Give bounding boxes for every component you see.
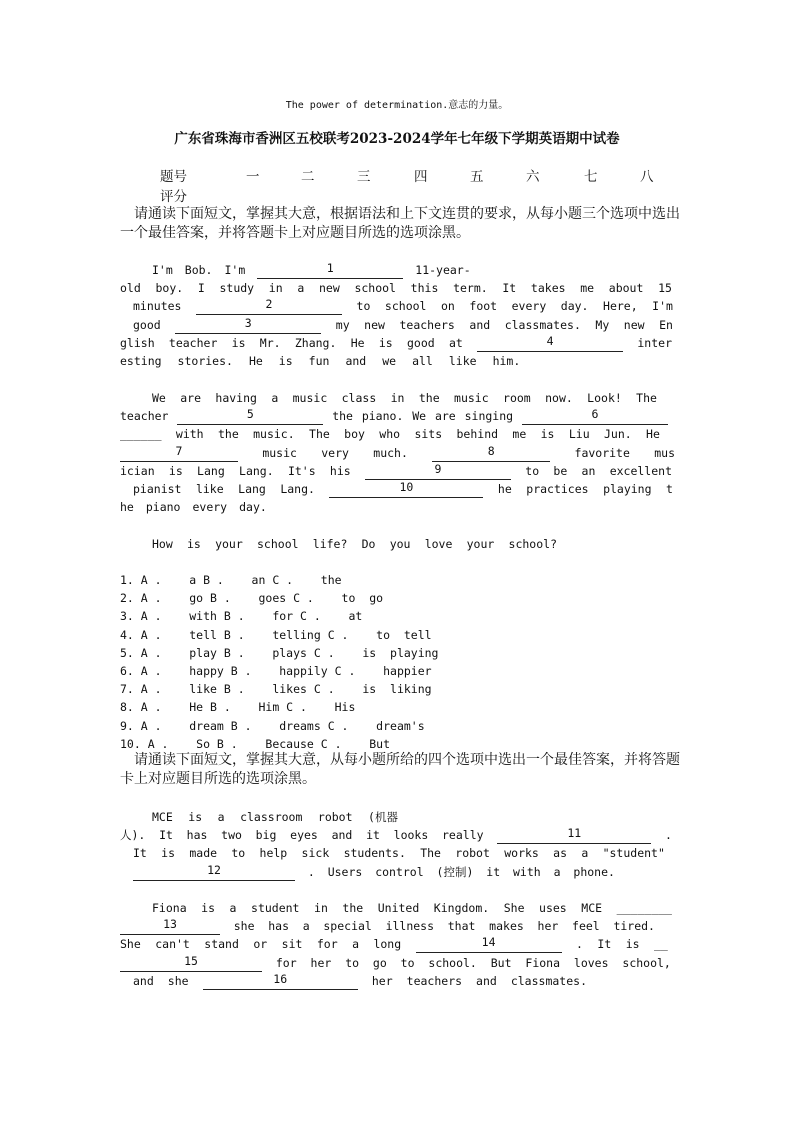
passage-word: stories. — [177, 354, 233, 368]
passage-word: or — [253, 937, 268, 952]
passage-word: . — [576, 937, 583, 952]
option-row: 10. A . So B . Because C . But — [120, 736, 391, 751]
passage-word: How — [152, 537, 173, 551]
answer-blank[interactable]: 6 — [522, 407, 668, 425]
passage-word: be — [553, 463, 568, 478]
score-col-1: 一 — [246, 169, 260, 185]
passage-word: . — [307, 864, 315, 879]
score-col-4: 四 — [414, 169, 428, 185]
passage-word: pianist — [133, 482, 182, 496]
passage-word: Liu — [568, 427, 590, 442]
passage-word: Kingdom. — [433, 901, 490, 915]
passage-word: United — [377, 901, 420, 915]
passage-word: We — [152, 391, 166, 405]
answer-blank[interactable]: 3 — [175, 316, 321, 334]
passage-word: is — [625, 937, 640, 952]
passage-word: boy. — [155, 281, 184, 296]
passage-word: to — [356, 299, 371, 314]
passage-word: He — [646, 427, 660, 442]
passage-word: It — [159, 828, 173, 843]
passage-word: teachers — [399, 317, 455, 332]
passage-word: in — [314, 901, 328, 915]
passage-word: her — [310, 955, 332, 970]
passage-line — [152, 808, 398, 826]
passage-word: is — [278, 354, 293, 368]
passage-line — [133, 972, 587, 990]
score-row-label-number: 题号 — [160, 169, 187, 185]
page-title: 广东省珠海市香洲区五校联考2023-2024学年七年级下学期英语期中试卷 — [174, 131, 620, 147]
passage-word: Mr. — [259, 335, 281, 350]
passage-word: uses — [539, 901, 567, 915]
passage-word: piano — [145, 500, 181, 515]
passage-word: like — [195, 482, 224, 496]
passage-word: inter — [637, 335, 672, 350]
passage-line — [152, 261, 482, 279]
passage-word: having — [215, 391, 257, 405]
passage-word: is — [201, 901, 216, 915]
passage-word: the — [217, 427, 239, 442]
passage-word: We — [412, 409, 427, 424]
passage-word: special — [323, 919, 372, 934]
score-col-2: 二 — [301, 169, 315, 185]
passage-word: this — [410, 281, 439, 296]
passage-word: is — [188, 810, 203, 824]
passage-word: we — [382, 354, 397, 368]
answer-blank[interactable]: 4 — [477, 334, 623, 352]
passage-word: ______ — [120, 427, 162, 442]
passage-word: Lang — [197, 463, 225, 478]
answer-blank[interactable]: 9 — [365, 462, 511, 480]
passage-word: fun — [308, 354, 330, 368]
answer-blank[interactable]: 8 — [432, 444, 550, 462]
passage-word: new — [318, 281, 340, 296]
passage-line — [133, 316, 673, 334]
answer-blank[interactable]: 2 — [196, 297, 342, 315]
passage-word: on — [441, 299, 455, 314]
passage-word: a — [352, 937, 360, 952]
passage-word: school — [354, 281, 396, 296]
passage-word: (机器 — [368, 810, 398, 824]
passage-word: study — [219, 281, 255, 296]
passage-word: the — [418, 391, 440, 405]
passage-word: But — [490, 955, 512, 970]
passage-word: feel — [572, 919, 600, 934]
passage-word: old — [120, 281, 141, 296]
passage-word: 11-year- — [415, 263, 471, 277]
passage-word: makes — [489, 919, 524, 934]
passage-word: it — [366, 828, 380, 843]
score-col-3: 三 — [357, 169, 371, 185]
passage-word: has — [186, 828, 208, 843]
passage-word: is — [161, 846, 176, 861]
passage-word: t — [666, 482, 673, 496]
score-col-7: 七 — [584, 169, 598, 185]
passage-word: Look! — [587, 391, 622, 405]
section1-instruction: 请通读下面短文，掌握其大意，根据语法和上下文连贯的要求，从每小题三个选项中选出一个最佳答案，并将答题卡上对应题目所选的选项涂黑。 — [120, 206, 680, 241]
passage-word: ________ — [616, 901, 672, 915]
passage-word: in — [390, 391, 405, 405]
passage-line — [120, 954, 671, 972]
answer-blank[interactable]: 1 — [257, 261, 403, 279]
passage-word: is — [187, 537, 201, 551]
passage-word: and — [345, 354, 367, 368]
passage-word: classmates. — [504, 317, 581, 332]
passage-word: with — [513, 864, 541, 879]
passage-word: me — [580, 281, 595, 296]
answer-blank[interactable]: 16 — [203, 972, 358, 990]
passage-word: ician — [120, 463, 155, 478]
passage-word: robot — [455, 846, 490, 861]
score-col-6: 六 — [526, 169, 540, 185]
passage-word: minutes — [133, 299, 182, 314]
passage-word: stand — [204, 937, 239, 952]
passage-word: music — [292, 391, 328, 405]
passage-word: foot — [469, 299, 498, 314]
passage-word: Zhang. — [294, 335, 337, 350]
option-row: 6. A . happy B . happily C . happier — [120, 664, 432, 678]
option-row: 2. A . go B . goes C . to go — [120, 591, 384, 606]
passage-word: school — [384, 299, 427, 314]
passage-word: very — [321, 445, 349, 460]
passage-word: your — [466, 537, 495, 551]
passage-word: school, — [622, 955, 671, 970]
passage-word: are — [180, 391, 202, 405]
passage-word: a — [553, 864, 561, 879]
passage-word: term. — [453, 281, 488, 296]
passage-word: Bob. — [184, 263, 213, 277]
passage-word: with — [175, 427, 204, 442]
passage-word: every — [192, 500, 228, 515]
passage-word: She — [120, 937, 141, 952]
passage-word: a — [297, 281, 305, 296]
section2-instruction: 请通读下面短文，掌握其大意，从每小题所给的四个选项中选出一个最佳答案，并将答题卡上对应题目所选的选项涂黑。 — [120, 752, 680, 787]
answer-blank[interactable]: 13 — [120, 917, 220, 935]
passage-word: She — [503, 901, 525, 915]
passage-word: room — [503, 391, 531, 405]
passage-word: students. — [343, 846, 406, 861]
passage-word: singing — [464, 409, 514, 424]
passage-word: he — [497, 482, 512, 496]
passage-word: eyes — [290, 828, 318, 843]
passage-word: really — [442, 828, 484, 843]
passage-word: works — [504, 846, 539, 861]
passage-word: 15 — [658, 281, 672, 296]
passage-word: her — [537, 919, 559, 934]
passage-word: all — [412, 354, 433, 368]
passage-word: for — [275, 955, 297, 970]
passage-line — [133, 844, 665, 862]
passage-word: music. — [253, 427, 295, 442]
passage-word: teachers — [406, 973, 463, 988]
passage-word: sits — [414, 427, 443, 442]
passage-line — [120, 498, 672, 516]
passage-word: two — [221, 828, 242, 843]
passage-word: it — [486, 864, 501, 879]
passage-line — [120, 352, 672, 370]
passage-word: an — [581, 463, 596, 478]
answer-blank[interactable]: 11 — [497, 826, 651, 844]
passage-word: good — [133, 317, 161, 332]
passage-word: En — [659, 317, 673, 332]
passage-word: in — [268, 281, 283, 296]
passage-word: is — [378, 335, 393, 350]
passage-word: loves — [573, 955, 609, 970]
passage-word: class — [341, 391, 377, 405]
passage-word: . — [664, 828, 672, 843]
passage-word: robot — [317, 810, 353, 824]
passage-word: piano. — [361, 409, 404, 424]
passage-word: big — [255, 828, 277, 843]
passage-line — [120, 407, 668, 425]
passage-word: The — [309, 427, 330, 442]
passage-word: has — [268, 919, 289, 934]
passage-word: is — [168, 463, 183, 478]
passage-word: The — [420, 846, 441, 861]
answer-blank[interactable]: 7 — [120, 444, 238, 462]
passage-word: I — [197, 281, 205, 296]
passage-word: teacher — [168, 335, 218, 350]
passage-word: behind — [456, 427, 499, 442]
passage-line — [133, 480, 673, 498]
passage-word: to — [525, 463, 540, 478]
option-row: 9. A . dream B . dreams C . dream's — [120, 718, 425, 733]
passage-word: a — [271, 391, 279, 405]
passage-word: love — [424, 537, 453, 551]
passage-word: teacher — [120, 409, 169, 424]
answer-blank[interactable]: 14 — [416, 935, 562, 953]
passage-word: to — [345, 955, 360, 970]
passage-word: much. — [373, 445, 408, 460]
passage-word: new — [623, 317, 645, 332]
passage-word: long — [373, 937, 402, 952]
passage-word: school — [257, 537, 299, 551]
passage-word: like — [448, 354, 477, 368]
passage-word: 人). — [120, 828, 146, 843]
passage-line — [120, 935, 668, 953]
passage-word: playing — [603, 482, 652, 496]
passage-word: the — [332, 409, 353, 424]
passage-word: It's — [287, 463, 316, 478]
passage-word: and — [331, 828, 353, 843]
passage-word: and — [476, 973, 497, 988]
option-row: 3. A . with B . for C . at — [120, 609, 363, 624]
passage-word: excellent — [609, 463, 672, 478]
passage-word: she — [233, 919, 255, 934]
passage-word: to — [231, 846, 246, 861]
passage-word: He — [350, 335, 365, 350]
passage-word: for — [316, 937, 338, 952]
passage-line — [120, 279, 672, 297]
answer-blank[interactable]: 15 — [120, 954, 262, 972]
passage-word: sit — [281, 937, 303, 952]
passage-word: about — [608, 281, 644, 296]
passage-word: tired. — [613, 919, 655, 934]
score-row-label-score: 评分 — [160, 189, 187, 205]
passage-word: practices — [526, 482, 589, 496]
passage-word: him. — [492, 354, 521, 368]
score-col-5: 五 — [470, 169, 484, 185]
passage-word: student — [251, 901, 300, 915]
passage-word: esting — [120, 354, 162, 368]
passage-word: I'm — [152, 263, 173, 277]
passage-line — [120, 334, 672, 352]
passage-word: who — [379, 427, 401, 442]
passage-word: Fiona — [525, 955, 561, 970]
passage-word: to — [400, 955, 415, 970]
passage-word: school. — [428, 955, 477, 970]
option-row: 7. A . like B . likes C . is liking — [120, 682, 432, 697]
passage-word: you — [389, 537, 411, 551]
passage-word: the — [342, 901, 364, 915]
passage-word: a — [302, 919, 310, 934]
passage-word: at — [448, 335, 463, 350]
passage-line — [152, 389, 657, 407]
passage-word: is — [231, 335, 246, 350]
passage-word: her — [371, 973, 393, 988]
passage-word: and — [469, 317, 491, 332]
passage-word: is — [540, 427, 555, 442]
passage-word: I'm — [652, 299, 673, 314]
passage-word: I'm — [224, 263, 246, 277]
passage-word: Users — [327, 864, 363, 879]
passage-word: Lang — [238, 482, 266, 496]
passage-line — [120, 826, 672, 844]
passage-word: The — [636, 391, 657, 405]
passage-word: he — [120, 500, 134, 515]
passage-word: Do — [361, 537, 376, 551]
passage-word: phone. — [573, 864, 615, 879]
passage-word: looks — [393, 828, 429, 843]
passage-word: mus — [654, 445, 675, 460]
passage-word: glish — [120, 335, 155, 350]
passage-word: can't — [155, 937, 190, 952]
passage-word: He — [248, 354, 263, 368]
passage-word: (控制) — [436, 864, 474, 879]
passage-word: that — [447, 919, 476, 934]
passage-word: favorite — [574, 445, 630, 460]
passage-word: illness — [385, 919, 435, 934]
option-row: 1. A . a B . an C . the — [120, 573, 342, 587]
passage-word: takes — [530, 281, 566, 296]
passage-line — [152, 899, 672, 917]
passage-word: Lang. — [239, 463, 274, 478]
option-row: 8. A . He B . Him C . His — [120, 700, 356, 715]
passage-word: My — [595, 317, 610, 332]
passage-word: Jun. — [603, 427, 632, 442]
passage-word: day. — [239, 500, 267, 515]
passage-word: his — [329, 463, 351, 478]
passage-word: good — [406, 335, 435, 350]
passage-word: It — [502, 281, 517, 296]
passage-word: me — [512, 427, 527, 442]
passage-word: she — [167, 973, 189, 988]
passage-word: are — [434, 409, 456, 424]
passage-word: a — [581, 846, 589, 861]
passage-word: and — [133, 973, 154, 988]
passage-word: a — [217, 810, 225, 824]
passage-word: your — [215, 537, 243, 551]
passage-line — [120, 917, 655, 935]
score-col-8: 八 — [640, 169, 654, 185]
passage-word: classmates. — [510, 973, 587, 988]
passage-word: every — [511, 299, 547, 314]
passage-line — [120, 425, 660, 443]
passage-word: sick — [301, 846, 330, 861]
option-row: 4. A . tell B . telling C . to tell — [120, 627, 432, 642]
answer-blank[interactable]: 12 — [133, 863, 295, 881]
passage-word: Fiona — [152, 901, 187, 915]
passage-line — [133, 297, 673, 315]
passage-word: day. — [560, 299, 589, 314]
passage-line — [133, 863, 615, 881]
passage-word: made — [189, 846, 218, 861]
passage-word: boy — [344, 427, 365, 442]
passage-word: Lang. — [280, 482, 315, 496]
passage-word: new — [364, 317, 385, 332]
passage-word: classroom — [240, 810, 303, 824]
passage-line — [152, 535, 557, 553]
passage-word: a — [229, 901, 237, 915]
passage-word: MCE — [152, 810, 173, 824]
page-motto: The power of determination.意志的力量。 — [285, 100, 509, 111]
passage-word: school? — [508, 537, 557, 551]
passage-word: now. — [545, 391, 573, 405]
passage-word: music — [454, 391, 489, 405]
passage-word: It — [133, 846, 147, 861]
option-row: 5. A . play B . plays C . is playing — [120, 645, 439, 660]
passage-word: "student" — [602, 846, 665, 861]
passage-word: my — [335, 317, 350, 332]
passage-line — [120, 462, 672, 480]
passage-word: music — [262, 445, 297, 460]
answer-blank[interactable]: 10 — [329, 480, 483, 498]
passage-word: Here, — [603, 299, 638, 314]
passage-word: go — [372, 955, 387, 970]
passage-word: as — [553, 846, 568, 861]
passage-word: control — [375, 864, 424, 879]
passage-line — [120, 444, 675, 462]
passage-word: It — [597, 937, 612, 952]
passage-word: MCE — [581, 901, 603, 915]
answer-blank[interactable]: 5 — [177, 407, 323, 425]
passage-word: __ — [654, 937, 668, 952]
passage-word: life? — [312, 537, 348, 551]
passage-word: help — [259, 846, 288, 861]
